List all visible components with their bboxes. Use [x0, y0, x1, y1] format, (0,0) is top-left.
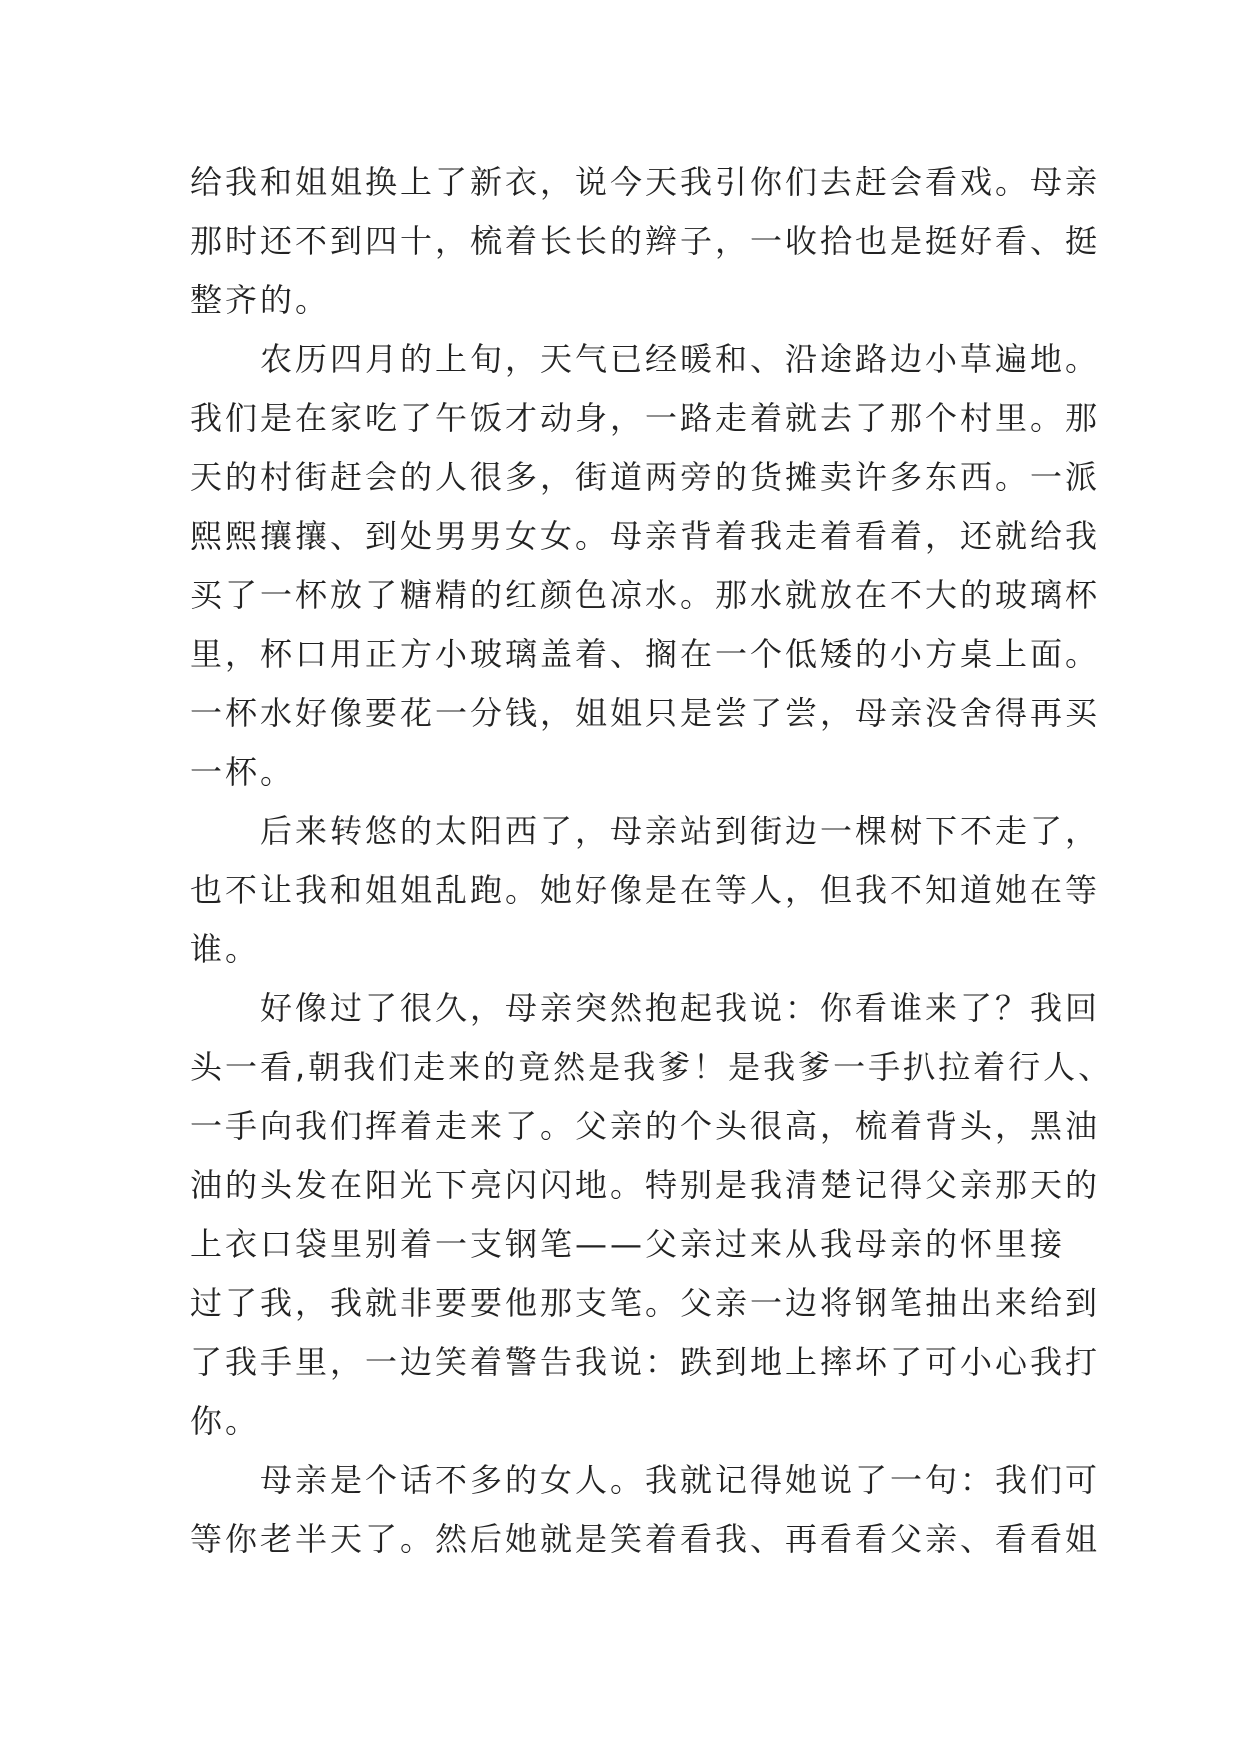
text-line: 谁。	[190, 930, 261, 968]
body-text	[190, 160, 1114, 1576]
text-line: 一杯水好像要花一分钱，姐姐只是尝了尝，母亲没舍得再买	[190, 694, 1101, 732]
text-line: 整齐的。	[190, 281, 331, 319]
text-line: 里，杯口用正方小玻璃盖着、搁在一个低矮的小方桌上面。	[190, 635, 1101, 673]
paragraph-2	[190, 337, 1101, 794]
text-line: 一手向我们挥着走来了。父亲的个头很高，梳着背头，黑油	[190, 1107, 1101, 1145]
text-line: 给我和姐姐换上了新衣，说今天我引你们去赶会看戏。母亲	[190, 163, 1101, 201]
text-line: 过了我，我就非要要他那支笔。父亲一边将钢笔抽出来给到	[190, 1284, 1101, 1322]
text-line: 你。	[190, 1402, 261, 1440]
text-line: 油的头发在阳光下亮闪闪地。特别是我清楚记得父亲那天的	[190, 1166, 1101, 1204]
text-line: 熙熙攘攘、到处男男女女。母亲背着我走着看着，还就给我	[190, 517, 1101, 555]
text-line: 头一看,朝我们走来的竟然是我爹！是我爹一手扒拉着行人、	[190, 1048, 1114, 1086]
paragraph-4	[190, 986, 1114, 1443]
text-line: 我们是在家吃了午饭才动身，一路走着就去了那个村里。那	[190, 399, 1101, 437]
text-line: 后来转悠的太阳西了，母亲站到街边一棵树下不走了，	[260, 812, 1101, 850]
text-line: 那时还不到四十，梳着长长的辫子，一收拾也是挺好看、挺	[190, 222, 1101, 260]
text-line: 了我手里，一边笑着警告我说：跌到地上摔坏了可小心我打	[190, 1343, 1101, 1381]
text-line: 上衣口袋里别着一支钢笔——父亲过来从我母亲的怀里接	[190, 1225, 1066, 1263]
text-line: 好像过了很久，母亲突然抱起我说：你看谁来了？我回	[260, 989, 1101, 1027]
text-line: 买了一杯放了糖精的红颜色凉水。那水就放在不大的玻璃杯	[190, 576, 1101, 614]
paragraph-5	[190, 1458, 1101, 1561]
text-line: 母亲是个话不多的女人。我就记得她说了一句：我们可	[260, 1461, 1101, 1499]
text-line: 也不让我和姐姐乱跑。她好像是在等人，但我不知道她在等	[190, 871, 1101, 909]
text-line: 天的村街赶会的人很多，街道两旁的货摊卖许多东西。一派	[190, 458, 1101, 496]
paragraph-3	[190, 809, 1101, 971]
text-line: 一杯。	[190, 753, 296, 791]
paragraph-1	[190, 160, 1101, 322]
text-line: 农历四月的上旬，天气已经暖和、沿途路边小草遍地。	[260, 340, 1101, 378]
text-line: 等你老半天了。然后她就是笑着看我、再看看父亲、看看姐	[190, 1520, 1101, 1558]
